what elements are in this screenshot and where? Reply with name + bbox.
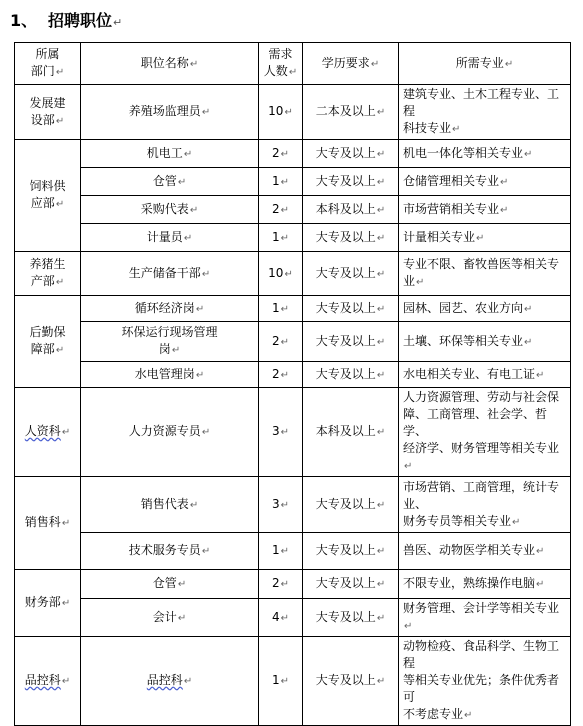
dept-text: 养猪生 — [29, 257, 66, 271]
education-cell: 大专及以上↵ — [303, 224, 399, 252]
position-cell: 人力资源专员↵ — [81, 388, 259, 477]
dept-cell: 财务部↵ — [15, 570, 81, 637]
major-text: 等相关专业优先；条件优秀者可 — [403, 673, 560, 704]
section-title: 招聘职位 — [48, 11, 113, 30]
position-cell: 技术服务专员↵ — [81, 533, 259, 570]
position-text: 人力资源专员 — [128, 424, 201, 438]
position-cell: 品控科↵ — [81, 637, 259, 726]
major-text: 水电相关专业、有电工证 — [403, 366, 536, 381]
position-cell: 采购代表↵ — [81, 196, 259, 224]
header-text: 学历要求 — [321, 55, 370, 70]
count-cell: 2↵ — [259, 322, 303, 362]
major-text: 财务管理、会计学等相关专业 — [403, 601, 560, 615]
dept-text: 产部 — [30, 274, 55, 288]
major-cell: 专业不限、畜牧兽医等相关专业↵ — [399, 252, 571, 296]
major-text: 障、工商管理、社会学、哲学、 — [403, 407, 548, 438]
major-cell: 机电一体化等相关专业↵ — [399, 140, 571, 168]
major-cell: 建筑专业、土木工程专业、工程 科技专业↵ — [399, 85, 571, 140]
section-number: 1、 — [10, 11, 38, 30]
count-cell: 2↵ — [259, 140, 303, 168]
table-row — [15, 252, 571, 296]
major-text: 建筑专业、土木工程专业、工程 — [403, 87, 560, 118]
education-text: 本科及以上 — [315, 424, 376, 438]
position-text: 计量员 — [146, 229, 183, 244]
education-text: 大专及以上 — [315, 609, 376, 624]
table-header-row — [15, 43, 571, 85]
paragraph-mark-icon: ↵ — [113, 16, 123, 29]
position-cell: 循环经济岗↵ — [81, 296, 259, 322]
education-text: 大专及以上 — [315, 543, 376, 557]
count-cell: 1↵ — [259, 168, 303, 196]
major-cell: 水电相关专业、有电工证↵ — [399, 362, 571, 388]
dept-text: 品控科 — [24, 673, 61, 687]
education-cell: 大专及以上↵ — [303, 533, 399, 570]
count-text: 1 — [271, 300, 280, 315]
education-cell: 大专及以上↵ — [303, 637, 399, 726]
major-cell: 动物检疫、食品科学、生物工程 等相关专业优先；条件优秀者可 不考虑专业↵ — [399, 637, 571, 726]
count-cell: 10↵ — [259, 85, 303, 140]
dept-cell: 饲料供 应部↵ — [15, 140, 81, 252]
education-text: 大专及以上 — [315, 366, 376, 381]
count-text: 4 — [271, 609, 280, 624]
position-cell: 生产储备干部↵ — [81, 252, 259, 296]
major-text: 经济学、财务管理等相关专业 — [403, 441, 560, 455]
education-cell: 本科及以上↵ — [303, 388, 399, 477]
major-text: 机电一体化等相关专业 — [403, 145, 524, 160]
table-row — [15, 85, 571, 140]
major-text: 科技专业 — [403, 121, 452, 135]
major-text: 市场营销相关专业 — [403, 201, 500, 216]
education-text: 大专及以上 — [315, 673, 376, 687]
count-cell: 2↵ — [259, 362, 303, 388]
count-text: 2 — [271, 333, 280, 348]
count-cell: 1↵ — [259, 224, 303, 252]
position-text: 品控科 — [146, 673, 183, 687]
header-text: 需求 — [268, 47, 293, 61]
education-cell: 大专及以上↵ — [303, 599, 399, 637]
education-text: 大专及以上 — [315, 265, 376, 280]
count-cell: 3↵ — [259, 477, 303, 533]
header-text: 人数 — [263, 64, 288, 78]
position-cell: 养殖场监理员↵ — [81, 85, 259, 140]
count-text: 2 — [271, 201, 280, 216]
education-cell: 大专及以上↵ — [303, 362, 399, 388]
dept-text: 障部 — [30, 342, 55, 356]
count-cell: 2↵ — [259, 196, 303, 224]
header-major: 所需专业↵ — [399, 43, 571, 85]
major-text: 不考虑专业 — [403, 707, 464, 721]
education-cell: 大专及以上↵ — [303, 477, 399, 533]
major-text: 兽医、动物医学相关专业 — [403, 543, 536, 557]
dept-text: 应部 — [30, 196, 55, 210]
count-cell: 4↵ — [259, 599, 303, 637]
count-cell: 1↵ — [259, 533, 303, 570]
education-text: 大专及以上 — [315, 229, 376, 244]
count-text: 10 — [268, 104, 284, 118]
major-text: 市场营销、工商管理，统计专业、 — [403, 479, 560, 511]
position-text: 岗 — [158, 342, 171, 356]
header-count: 需求 人数↵ — [259, 43, 303, 85]
count-text: 2 — [271, 145, 280, 160]
header-position: 职位名称↵ — [81, 43, 259, 85]
major-text: 动物检疫、食品科学、生物工程 — [403, 639, 560, 670]
major-cell: 人力资源管理、劳动与社会保 障、工商管理、社会学、哲学、 经济学、财务管理等相关专业↵ — [399, 388, 571, 477]
major-cell: 市场营销、工商管理，统计专业、 财务专员等相关专业↵ — [399, 477, 571, 533]
table-row — [15, 168, 571, 196]
education-text: 大专及以上 — [315, 300, 376, 315]
dept-cell: 人资科↵ — [15, 388, 81, 477]
table-row — [15, 637, 571, 726]
table-row — [15, 570, 571, 599]
table-row — [15, 388, 571, 477]
position-text: 养殖场监理员 — [128, 104, 201, 118]
table-row — [15, 196, 571, 224]
dept-text: 销售科 — [24, 515, 61, 529]
dept-cell: 销售科↵ — [15, 477, 81, 570]
dept-text: 财务部 — [24, 595, 61, 609]
position-text: 会计 — [152, 609, 177, 624]
position-text: 仓管 — [152, 173, 177, 188]
education-text: 大专及以上 — [315, 496, 376, 511]
major-text: 园林、园艺、农业方向 — [403, 300, 524, 315]
count-text: 1 — [271, 543, 280, 557]
position-text: 技术服务专员 — [128, 543, 201, 557]
position-text: 生产储备干部 — [128, 265, 201, 280]
position-cell: 机电工↵ — [81, 140, 259, 168]
major-text: 专业不限、畜牧兽医等相关专业 — [403, 257, 560, 288]
position-text: 机电工 — [146, 145, 183, 160]
position-text: 环保运行现场管理 — [121, 325, 218, 339]
major-cell: 兽医、动物医学相关专业↵ — [399, 533, 571, 570]
table-row — [15, 599, 571, 637]
count-text: 2 — [271, 576, 280, 590]
dept-cell: 养猪生 产部↵ — [15, 252, 81, 296]
position-cell: 计量员↵ — [81, 224, 259, 252]
education-cell: 大专及以上↵ — [303, 570, 399, 599]
section-heading — [10, 8, 122, 32]
table-row — [15, 533, 571, 570]
table-row — [15, 140, 571, 168]
table-row — [15, 296, 571, 322]
major-cell: 财务管理、会计学等相关专业↵ — [399, 599, 571, 637]
major-cell: 土壤、环保等相关专业↵ — [399, 322, 571, 362]
header-dept: 所属 部门↵ — [15, 43, 81, 85]
education-text: 本科及以上 — [315, 201, 376, 216]
education-cell: 大专及以上↵ — [303, 296, 399, 322]
major-text: 计量相关专业 — [403, 229, 476, 244]
position-cell: 销售代表↵ — [81, 477, 259, 533]
dept-cell: 后勤保 障部↵ — [15, 296, 81, 388]
count-text: 3 — [271, 424, 280, 438]
count-text: 2 — [271, 366, 280, 381]
dept-text: 后勤保 — [29, 325, 66, 339]
count-text: 3 — [271, 496, 280, 511]
table-row — [15, 362, 571, 388]
position-text: 循环经济岗 — [134, 300, 195, 315]
dept-text: 人资科 — [24, 424, 61, 438]
education-cell: 大专及以上↵ — [303, 168, 399, 196]
education-cell: 大专及以上↵ — [303, 322, 399, 362]
position-cell: 环保运行现场管理 岗↵ — [81, 322, 259, 362]
table-row — [15, 322, 571, 362]
header-text: 所需专业 — [455, 55, 504, 70]
education-text: 大专及以上 — [315, 576, 376, 590]
positions-table — [14, 42, 571, 726]
count-text: 1 — [271, 229, 280, 244]
header-text: 所属 — [35, 47, 60, 61]
header-text: 职位名称 — [140, 55, 189, 70]
count-cell: 3↵ — [259, 388, 303, 477]
count-text: 1 — [271, 673, 280, 687]
count-cell: 2↵ — [259, 570, 303, 599]
count-cell: 1↵ — [259, 296, 303, 322]
position-cell: 水电管理岗↵ — [81, 362, 259, 388]
major-cell: 计量相关专业↵ — [399, 224, 571, 252]
dept-cell: 品控科↵ — [15, 637, 81, 726]
major-cell: 不限专业，熟练操作电脑↵ — [399, 570, 571, 599]
table-row — [15, 477, 571, 533]
major-text: 土壤、环保等相关专业 — [403, 333, 524, 348]
major-cell: 市场营销相关专业↵ — [399, 196, 571, 224]
count-cell: 1↵ — [259, 637, 303, 726]
position-text: 销售代表 — [140, 496, 189, 511]
header-education: 学历要求↵ — [303, 43, 399, 85]
dept-text: 饲料供 — [29, 179, 66, 193]
position-cell: 仓管↵ — [81, 168, 259, 196]
education-cell: 二本及以上↵ — [303, 85, 399, 140]
major-text: 财务专员等相关专业 — [403, 513, 512, 528]
education-cell: 本科及以上↵ — [303, 196, 399, 224]
major-cell: 园林、园艺、农业方向↵ — [399, 296, 571, 322]
count-text: 1 — [271, 173, 280, 188]
header-text: 部门 — [30, 64, 55, 78]
position-cell: 会计↵ — [81, 599, 259, 637]
position-text: 采购代表 — [140, 201, 189, 216]
count-text: 10 — [268, 265, 284, 280]
major-text: 人力资源管理、劳动与社会保 — [403, 390, 560, 404]
position-text: 仓管 — [152, 576, 177, 590]
education-text: 大专及以上 — [315, 145, 376, 160]
table-row — [15, 224, 571, 252]
education-text: 大专及以上 — [315, 173, 376, 188]
major-text: 不限专业，熟练操作电脑 — [403, 576, 536, 590]
education-cell: 大专及以上↵ — [303, 140, 399, 168]
dept-cell: 发展建 设部↵ — [15, 85, 81, 140]
dept-text: 设部 — [30, 112, 55, 127]
education-cell: 大专及以上↵ — [303, 252, 399, 296]
major-cell: 仓储管理相关专业↵ — [399, 168, 571, 196]
count-cell: 10↵ — [259, 252, 303, 296]
dept-text: 发展建 — [29, 95, 66, 110]
education-text: 二本及以上 — [315, 104, 376, 118]
education-text: 大专及以上 — [315, 333, 376, 348]
position-cell: 仓管↵ — [81, 570, 259, 599]
position-text: 水电管理岗 — [134, 366, 195, 381]
major-text: 仓储管理相关专业 — [403, 173, 500, 188]
